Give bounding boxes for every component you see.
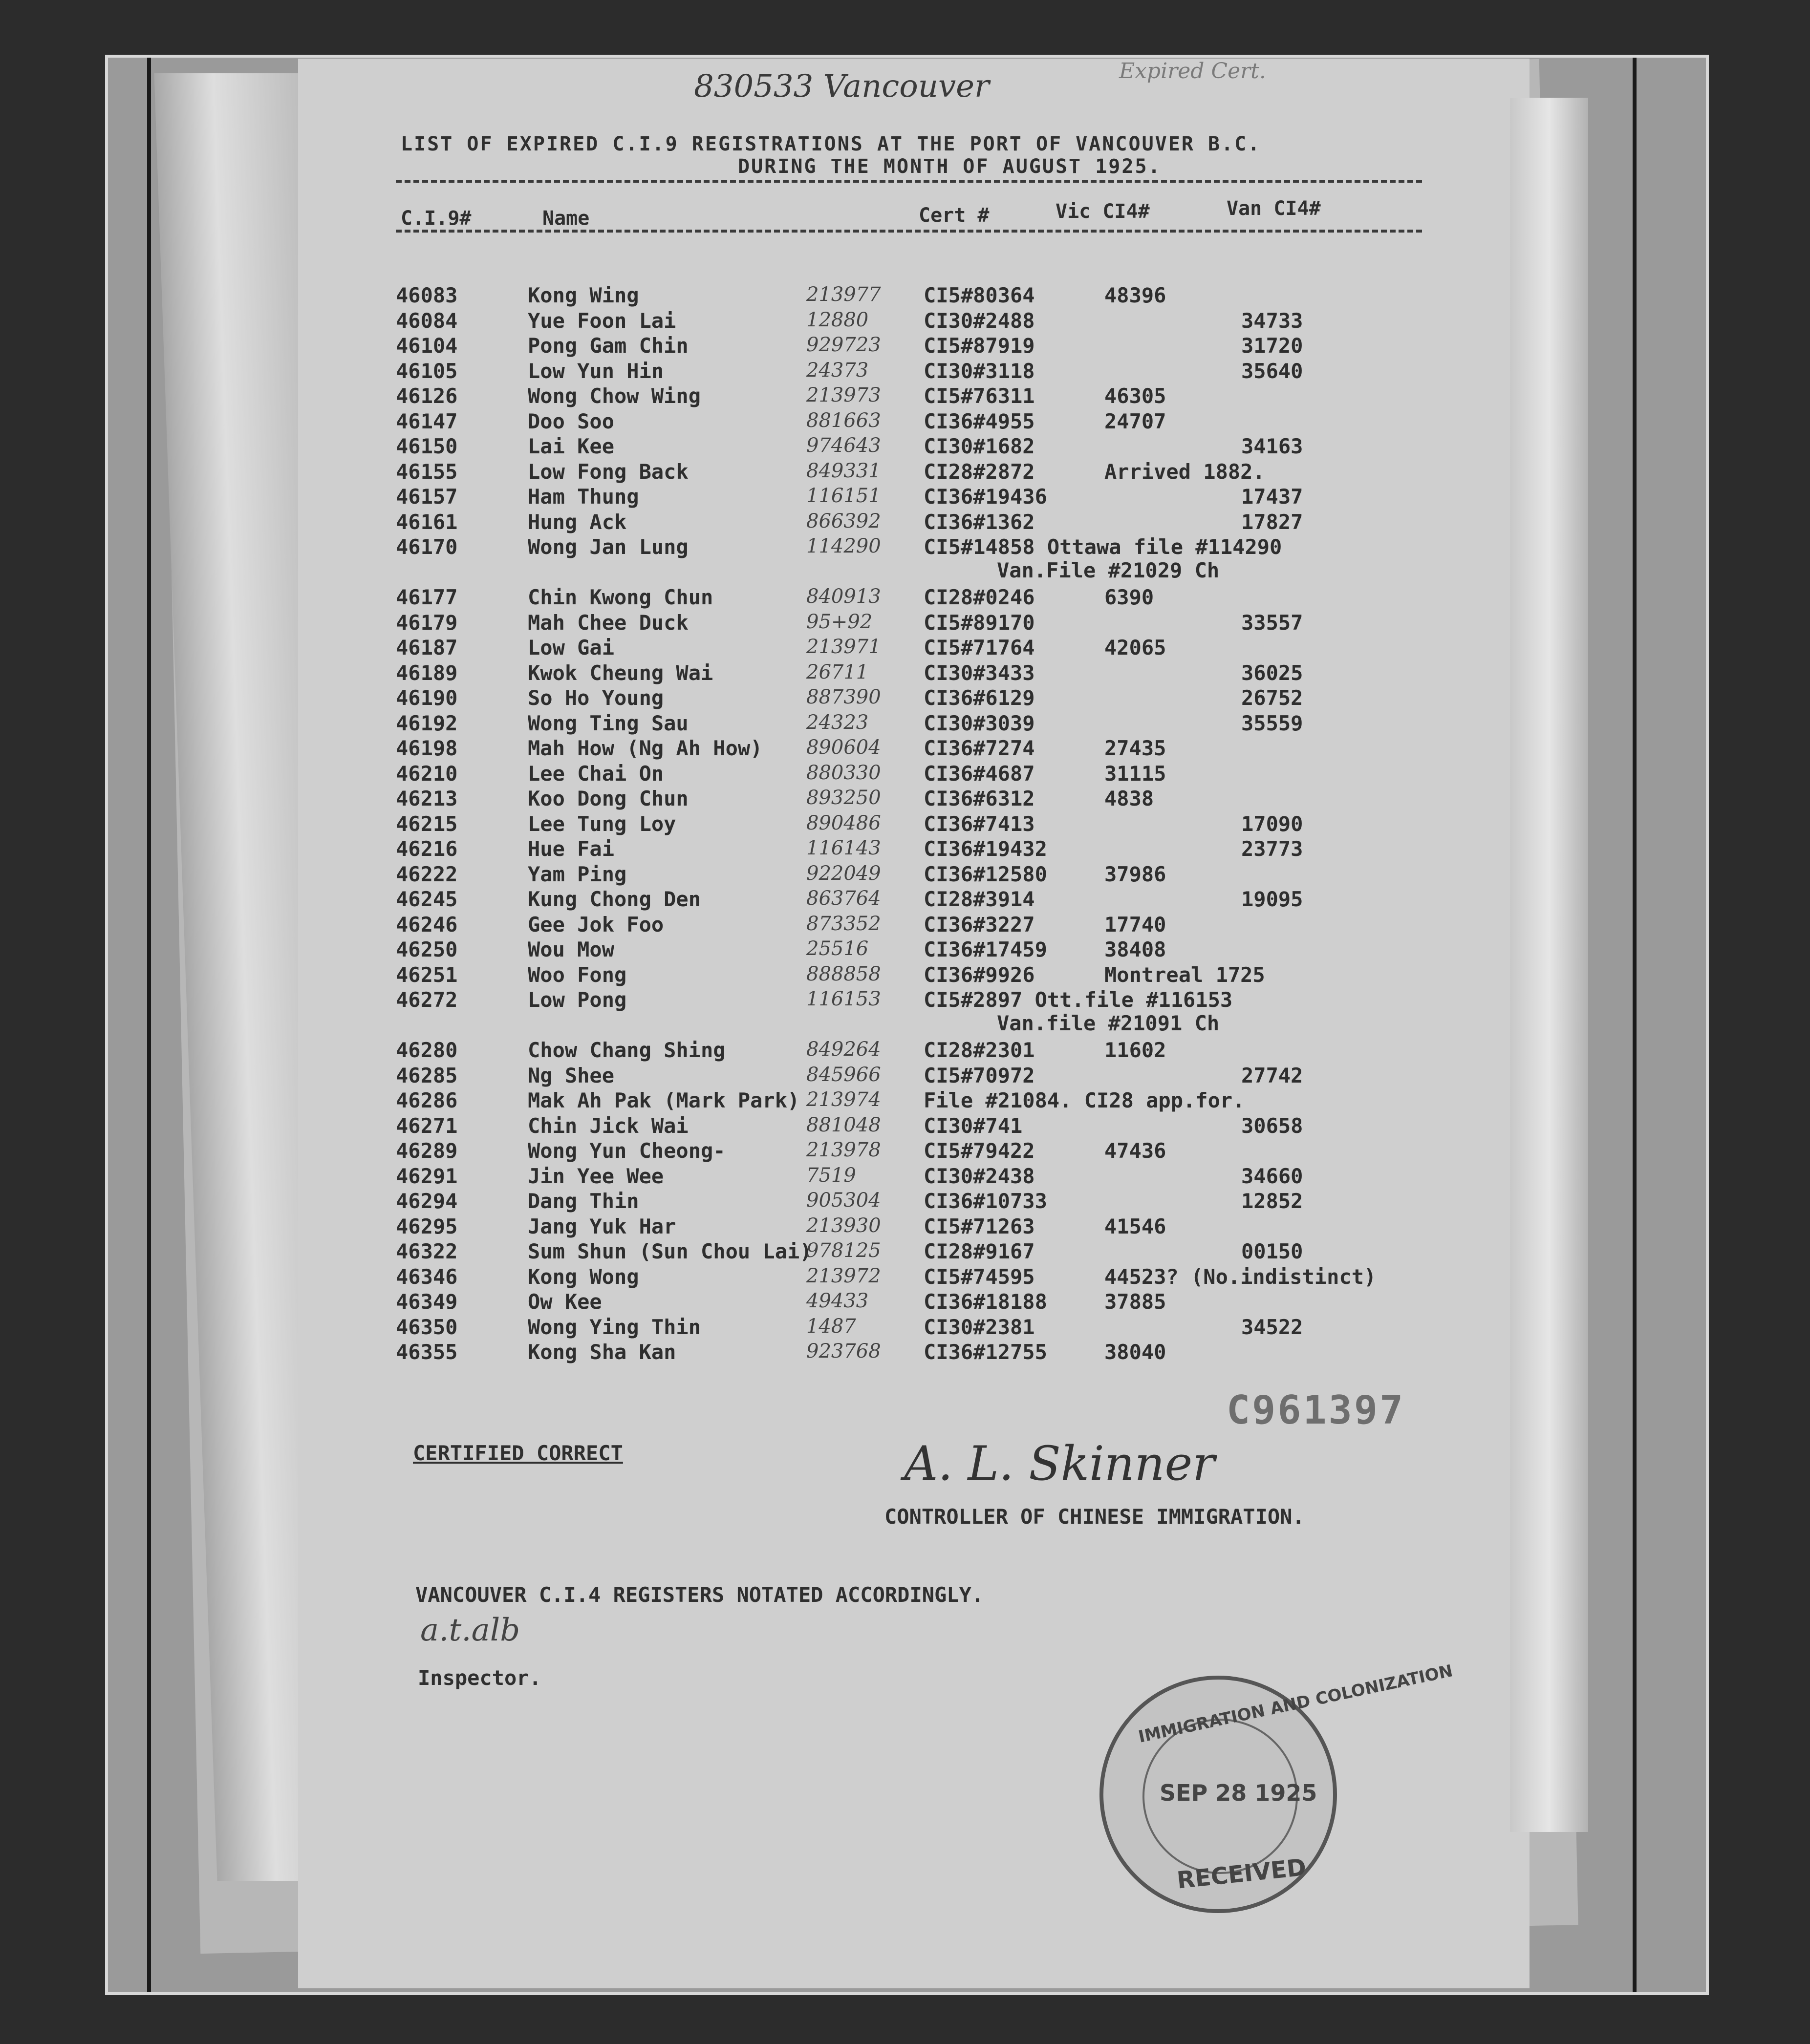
seal-top-text: IMMIGRATION AND COLONIZATION: [1137, 1661, 1455, 1747]
cell-cert-number: CI28#2301: [924, 1038, 1035, 1062]
cell-vic-ci4: 38040: [1104, 1340, 1166, 1364]
cell-vic-ci4: 6390: [1104, 585, 1154, 609]
cell-van-ci4: 00150: [1241, 1239, 1303, 1263]
cell-vic-ci4: 42065: [1104, 636, 1166, 660]
cell-ci9-number: 46250: [396, 937, 458, 961]
cell-ci9-number: 46105: [396, 359, 458, 383]
cell-name: Low Pong: [528, 988, 627, 1012]
table-row: [396, 963, 1471, 988]
table-row: [396, 585, 1471, 611]
cell-handwritten-note: 881663: [806, 409, 881, 432]
cell-handwritten-note: 213930: [806, 1214, 881, 1237]
cell-name: Hung Ack: [528, 510, 627, 534]
table-row: [396, 937, 1471, 963]
document-title-line1: LIST OF EXPIRED C.I.9 REGISTRATIONS AT THE PORT OF VANCOUVER B.C.: [401, 133, 1261, 155]
cell-cert-number: CI28#0246: [924, 585, 1035, 609]
cell-vic-ci4: 48396: [1104, 283, 1166, 307]
header-cert: Cert #: [919, 204, 990, 227]
cell-cert-number: CI5#80364: [924, 283, 1035, 307]
cell-ci9-number: 46210: [396, 761, 458, 786]
received-seal: [1099, 1661, 1455, 1913]
frame-border-left: [147, 58, 151, 1992]
cell-van-ci4: 30658: [1241, 1113, 1303, 1138]
cell-van-ci4: 17090: [1241, 811, 1303, 836]
cell-handwritten-note: 213973: [806, 384, 881, 406]
table-row: [396, 611, 1471, 636]
cell-ci9-number: 46285: [396, 1063, 458, 1087]
cell-name: Low Gai: [528, 636, 615, 660]
cell-ci9-number: 46170: [396, 535, 458, 559]
cell-name: Wong Ying Thin: [528, 1315, 701, 1339]
cell-cert-number: CI36#18188: [924, 1290, 1047, 1314]
cell-ci9-number: 46161: [396, 510, 458, 534]
cell-name: Kong Sha Kan: [528, 1340, 676, 1364]
cell-van-ci4: 36025: [1241, 660, 1303, 685]
table-row: [396, 283, 1471, 309]
cell-name: Gee Jok Foo: [528, 912, 664, 937]
cell-cert-number: CI36#12580: [924, 862, 1047, 886]
table-row: [396, 711, 1471, 737]
cell-ci9-number: 46189: [396, 660, 458, 685]
cell-cert-number: CI5#74595: [924, 1264, 1035, 1289]
cell-cert-number: CI36#3227: [924, 912, 1035, 937]
cell-handwritten-note: 887390: [806, 686, 881, 708]
cell-cert-number: CI5#70972: [924, 1063, 1035, 1087]
cell-handwritten-note: 24323: [806, 711, 869, 734]
cell-continuation: Van.File #21029 Ch: [997, 558, 1220, 582]
table-row: [396, 736, 1471, 762]
table-row: [396, 1114, 1471, 1139]
cell-name: Mah Chee Duck: [528, 610, 689, 635]
cell-name: Kong Wing: [528, 283, 639, 307]
table-row: [396, 309, 1471, 334]
cell-cert-number: CI36#6129: [924, 686, 1035, 710]
table-row: [396, 887, 1471, 913]
cell-name: Ham Thung: [528, 485, 639, 509]
cell-ci9-number: 46271: [396, 1113, 458, 1138]
paper-curl-right: [1510, 98, 1588, 1832]
cell-ci9-number: 46192: [396, 711, 458, 735]
cell-ci9-number: 46222: [396, 862, 458, 886]
cell-ci9-number: 46349: [396, 1290, 458, 1314]
header-van-ci4: Van CI4#: [1227, 197, 1321, 220]
cell-van-ci4: 31720: [1241, 334, 1303, 358]
cell-handwritten-note: 840913: [806, 585, 881, 608]
table-row: [396, 762, 1471, 787]
cell-ci9-number: 46187: [396, 636, 458, 660]
cell-name: Hue Fai: [528, 837, 615, 861]
cell-cert-number: CI36#9926: [924, 962, 1035, 987]
cell-vic-ci4: 17740: [1104, 912, 1166, 937]
cell-vic-ci4: 44523? (No.indistinct): [1104, 1264, 1377, 1289]
table-row: [396, 787, 1471, 812]
seal-bottom-text: RECEIVED: [1175, 1853, 1308, 1895]
cell-handwritten-note: 905304: [806, 1189, 881, 1212]
cell-cert-number: CI36#6312: [924, 787, 1035, 810]
cell-ci9-number: 46157: [396, 485, 458, 509]
certified-correct-label: CERTIFIED CORRECT: [413, 1441, 623, 1465]
cell-name: Mah How (Ng Ah How): [528, 736, 763, 760]
cell-cert-number: CI5#76311: [924, 384, 1035, 408]
cell-cert-number: CI5#71764: [924, 636, 1035, 660]
cell-van-ci4: 26752: [1241, 686, 1303, 710]
cell-ci9-number: 46215: [396, 811, 458, 836]
cell-name: Doo Soo: [528, 409, 615, 433]
table-row: [396, 409, 1471, 435]
cell-cert-number: CI5#89170: [924, 610, 1035, 635]
table-row: [396, 862, 1471, 888]
cell-handwritten-note: 25516: [806, 937, 869, 960]
cell-cert-number: CI30#2381: [924, 1315, 1035, 1339]
cell-handwritten-note: 880330: [806, 761, 881, 784]
table-row: [396, 686, 1471, 711]
cell-ci9-number: 46216: [396, 837, 458, 861]
table-row: [396, 334, 1471, 359]
cell-cert-number: CI36#1362: [924, 510, 1035, 534]
cell-vic-ci4: 11602: [1104, 1038, 1166, 1062]
cell-vic-ci4: 38408: [1104, 937, 1166, 961]
cell-van-ci4: 19095: [1241, 887, 1303, 911]
table-row: [396, 434, 1471, 460]
cell-van-ci4: 12852: [1241, 1189, 1303, 1213]
cell-name: Mak Ah Pak (Mark Park): [528, 1088, 800, 1112]
inspector-title: Inspector.: [418, 1666, 541, 1690]
cell-ci9-number: 46291: [396, 1164, 458, 1188]
cell-name: Yue Foon Lai: [528, 308, 676, 333]
cell-handwritten-note: 213977: [806, 283, 881, 306]
cell-ci9-number: 46322: [396, 1239, 458, 1263]
cell-vic-ci4: 46305: [1104, 384, 1166, 408]
handwritten-corner-note: Expired Cert.: [1119, 59, 1266, 84]
cell-handwritten-note: 849331: [806, 459, 881, 482]
cell-ci9-number: 46346: [396, 1264, 458, 1289]
table-row: [396, 661, 1471, 686]
table-row: [396, 1139, 1471, 1164]
cell-name: Lai Kee: [528, 434, 615, 458]
cell-handwritten-note: 1487: [806, 1315, 856, 1338]
cell-cert-number: CI28#2872: [924, 459, 1035, 484]
cell-ci9-number: 46246: [396, 912, 458, 937]
cell-handwritten-note: 866392: [806, 510, 881, 532]
table-row: [396, 1265, 1471, 1290]
table-row: [396, 988, 1471, 1013]
table-row: [396, 460, 1471, 485]
cell-van-ci4: 34522: [1241, 1315, 1303, 1339]
cell-cert-number: CI30#2488: [924, 308, 1035, 333]
cell-handwritten-note: 49433: [806, 1290, 869, 1312]
cell-name: Wou Mow: [528, 937, 615, 961]
cell-cert-number: CI30#3433: [924, 660, 1035, 685]
cell-handwritten-note: 873352: [806, 912, 881, 935]
document-stamp-number: C961397: [1227, 1387, 1405, 1433]
cell-van-ci4: 35640: [1241, 359, 1303, 383]
table-row: [396, 1064, 1471, 1089]
frame-border-right: [1633, 58, 1637, 1992]
cell-van-ci4: 34163: [1241, 434, 1303, 458]
cell-vic-ci4: 4838: [1104, 787, 1154, 810]
cell-ci9-number: 46294: [396, 1189, 458, 1213]
cell-handwritten-note: 26711: [806, 660, 869, 683]
cell-handwritten-note: 116153: [806, 988, 881, 1010]
cell-handwritten-note: 213978: [806, 1139, 881, 1161]
cell-ci9-number: 46104: [396, 334, 458, 358]
cell-van-ci4: 33557: [1241, 610, 1303, 635]
cell-handwritten-note: 922049: [806, 862, 881, 885]
notation-line: VANCOUVER C.I.4 REGISTERS NOTATED ACCORDINGLY.: [415, 1583, 984, 1607]
table-row: [396, 1239, 1471, 1265]
cell-name: Ow Kee: [528, 1290, 602, 1314]
cell-handwritten-note: 978125: [806, 1239, 881, 1262]
cell-ci9-number: 46198: [396, 736, 458, 760]
cell-name: Jang Yuk Har: [528, 1214, 676, 1238]
cell-handwritten-note: 929723: [806, 334, 881, 356]
header-name: Name: [542, 207, 590, 230]
cell-ci9-number: 46084: [396, 308, 458, 333]
cell-cert-number: CI5#14858 Ottawa file #114290: [924, 535, 1282, 559]
header-divider-bottom: [396, 230, 1422, 233]
cell-name: Jin Yee Wee: [528, 1164, 664, 1188]
cell-handwritten-note: 116143: [806, 837, 881, 859]
cell-ci9-number: 46245: [396, 887, 458, 911]
cell-vic-ci4: 47436: [1104, 1139, 1166, 1163]
cell-name: Low Yun Hin: [528, 359, 664, 383]
cell-cert-number: CI30#3118: [924, 359, 1035, 383]
cell-vic-ci4: 31115: [1104, 761, 1166, 786]
cell-name: Chin Jick Wai: [528, 1113, 689, 1138]
table-row: [396, 1088, 1471, 1114]
cell-handwritten-note: 116151: [806, 485, 881, 507]
cell-cert-number: CI5#71263: [924, 1214, 1035, 1238]
cell-name: Yam Ping: [528, 862, 627, 886]
controller-title: CONTROLLER OF CHINESE IMMIGRATION.: [884, 1505, 1305, 1529]
inspector-signature: a.t.alb: [420, 1612, 520, 1648]
table-row: [396, 384, 1471, 409]
table-row: [396, 1290, 1471, 1315]
table-row: [396, 1340, 1471, 1365]
cell-name: Koo Dong Chun: [528, 787, 689, 810]
cell-ci9-number: 46289: [396, 1139, 458, 1163]
header-ci9: C.I.9#: [401, 207, 472, 230]
cell-name: Lee Tung Loy: [528, 811, 676, 836]
cell-vic-ci4: 41546: [1104, 1214, 1166, 1238]
cell-handwritten-note: 881048: [806, 1113, 881, 1136]
cell-cert-number: CI36#4955: [924, 409, 1035, 433]
cell-cert-number: CI30#1682: [924, 434, 1035, 458]
cell-handwritten-note: 95+92: [806, 610, 873, 633]
cell-cert-number: CI30#2438: [924, 1164, 1035, 1188]
controller-signature: A. L. Skinner: [904, 1436, 1215, 1491]
cell-handwritten-note: 845966: [806, 1063, 881, 1086]
cell-handwritten-note: 213974: [806, 1088, 881, 1111]
table-row: [396, 1189, 1471, 1214]
cell-handwritten-note: 24373: [806, 359, 869, 382]
cell-cert-number: CI5#2897 Ott.file #116153: [924, 988, 1233, 1012]
table-row: [396, 812, 1471, 837]
cell-cert-number: CI30#741: [924, 1113, 1023, 1138]
cell-name: Kong Wong: [528, 1264, 639, 1289]
cell-handwritten-note: 7519: [806, 1164, 856, 1187]
cell-name: Sum Shun (Sun Chou Lai): [528, 1239, 812, 1263]
seal-date: SEP 28 1925: [1160, 1780, 1317, 1806]
cell-van-ci4: 35559: [1241, 711, 1303, 735]
cell-ci9-number: 46155: [396, 459, 458, 484]
cell-cert-number: CI5#79422: [924, 1139, 1035, 1163]
cell-van-ci4: 17827: [1241, 510, 1303, 534]
cell-name: Wong Chow Wing: [528, 384, 701, 408]
cell-name: Dang Thin: [528, 1189, 639, 1213]
cell-name: Wong Jan Lung: [528, 535, 689, 559]
handwritten-file-number: 830533 Vancouver: [694, 68, 990, 105]
table-row: [396, 1214, 1471, 1240]
cell-ci9-number: 46350: [396, 1315, 458, 1339]
cell-cert-number: CI36#7274: [924, 736, 1035, 760]
cell-cert-number: CI28#9167: [924, 1239, 1035, 1263]
cell-vic-ci4: 27435: [1104, 736, 1166, 760]
cell-ci9-number: 46295: [396, 1214, 458, 1238]
cell-name: Woo Fong: [528, 962, 627, 987]
cell-name: Wong Ting Sau: [528, 711, 689, 735]
cell-handwritten-note: 12880: [806, 308, 869, 331]
cell-name: Chin Kwong Chun: [528, 585, 713, 609]
cell-ci9-number: 46286: [396, 1088, 458, 1112]
cell-handwritten-note: 863764: [806, 887, 881, 910]
cell-handwritten-note: 890486: [806, 811, 881, 834]
table-row: [396, 1315, 1471, 1341]
cell-ci9-number: 46190: [396, 686, 458, 710]
cell-cert-number: CI30#3039: [924, 711, 1035, 735]
table-row: [396, 359, 1471, 384]
cell-name: Kwok Cheung Wai: [528, 660, 713, 685]
table-row: [396, 485, 1471, 510]
cell-ci9-number: 46177: [396, 585, 458, 609]
cell-name: Kung Chong Den: [528, 887, 701, 911]
header-divider-top: [396, 180, 1422, 183]
header-vic-ci4: Vic CI4#: [1056, 200, 1150, 223]
cell-cert-number: CI28#3914: [924, 887, 1035, 911]
cell-handwritten-note: 923768: [806, 1340, 881, 1363]
table-row: [396, 1164, 1471, 1190]
cell-handwritten-note: 213971: [806, 636, 881, 658]
cell-continuation: Van.file #21091 Ch: [997, 1011, 1220, 1035]
cell-cert-number: CI36#17459: [924, 937, 1047, 961]
cell-ci9-number: 46179: [396, 610, 458, 635]
cell-ci9-number: 46355: [396, 1340, 458, 1364]
cell-ci9-number: 46213: [396, 787, 458, 810]
table-row: [396, 913, 1471, 938]
cell-cert-number: CI36#12755: [924, 1340, 1047, 1364]
cell-van-ci4: 23773: [1241, 837, 1303, 861]
cell-cert-number: CI36#10733: [924, 1189, 1047, 1213]
cell-ci9-number: 46150: [396, 434, 458, 458]
cell-handwritten-note: 893250: [806, 787, 881, 809]
cell-cert-number: File #21084. CI28 app.for.: [924, 1088, 1245, 1112]
cell-handwritten-note: 849264: [806, 1038, 881, 1061]
cell-handwritten-note: 890604: [806, 736, 881, 759]
cell-cert-number: CI36#19432: [924, 837, 1047, 861]
cell-cert-number: CI36#19436: [924, 485, 1047, 509]
cell-ci9-number: 46251: [396, 962, 458, 987]
table-row: [396, 535, 1471, 560]
table-row: [396, 837, 1471, 862]
cell-ci9-number: 46147: [396, 409, 458, 433]
cell-vic-ci4: 37986: [1104, 862, 1166, 886]
cell-vic-ci4: 37885: [1104, 1290, 1166, 1314]
cell-name: Ng Shee: [528, 1063, 615, 1087]
cell-handwritten-note: 888858: [806, 962, 881, 985]
cell-name: Chow Chang Shing: [528, 1038, 726, 1062]
cell-handwritten-note: 114290: [806, 535, 881, 557]
cell-van-ci4: 34733: [1241, 308, 1303, 333]
cell-ci9-number: 46280: [396, 1038, 458, 1062]
cell-cert-number: CI5#87919: [924, 334, 1035, 358]
cell-name: Pong Gam Chin: [528, 334, 689, 358]
cell-van-ci4: 34660: [1241, 1164, 1303, 1188]
cell-name: Low Fong Back: [528, 459, 689, 484]
cell-handwritten-note: 213972: [806, 1264, 881, 1287]
cell-vic-ci4: 24707: [1104, 409, 1166, 433]
cell-vic-ci4: Montreal 1725: [1104, 962, 1265, 987]
table-row: [396, 510, 1471, 535]
cell-name: Lee Chai On: [528, 761, 664, 786]
cell-vic-ci4: Arrived 1882.: [1104, 459, 1265, 484]
cell-ci9-number: 46126: [396, 384, 458, 408]
cell-cert-number: CI36#7413: [924, 811, 1035, 836]
cell-ci9-number: 46272: [396, 988, 458, 1012]
table-row: [396, 1038, 1471, 1064]
cell-cert-number: CI36#4687: [924, 761, 1035, 786]
cell-handwritten-note: 974643: [806, 434, 881, 457]
cell-ci9-number: 46083: [396, 283, 458, 307]
cell-name: So Ho Young: [528, 686, 664, 710]
document-title-line2: DURING THE MONTH OF AUGUST 1925.: [738, 155, 1162, 178]
cell-name: Wong Yun Cheong-: [528, 1139, 726, 1163]
table-row: [396, 636, 1471, 661]
cell-van-ci4: 27742: [1241, 1063, 1303, 1087]
cell-van-ci4: 17437: [1241, 485, 1303, 509]
